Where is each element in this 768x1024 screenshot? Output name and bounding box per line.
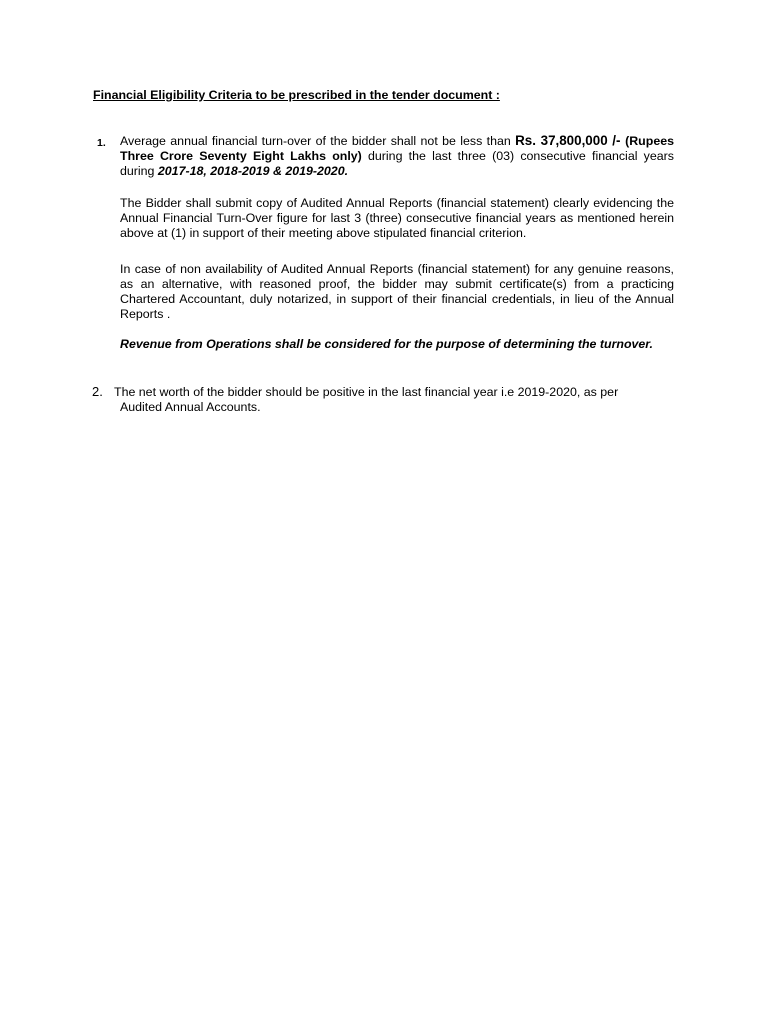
- turnover-amount: Rs. 37,800,000: [515, 133, 608, 148]
- turnover-amount-words: (Rupees Three Crore Seventy Eight Lakhs only): [120, 134, 674, 163]
- turnover-text-c: during the last three (03) consecutive financial years during: [120, 149, 674, 178]
- item-1-number: 1.: [97, 137, 106, 149]
- item-1-paragraph-revenue-note: Revenue from Operations shall be considered for the purpose of determining the turnover.: [120, 337, 653, 351]
- net-worth-line-1: The net worth of the bidder should be positive in the last financial year i.e 2019-2020, as per: [114, 385, 619, 399]
- item-2-paragraph-net-worth: [114, 385, 674, 415]
- item-1-paragraph-audited-reports: The Bidder shall submit copy of Audited Annual Reports (financial statement) clearly evidencing the Annual Financial Turn-Over figure for last 3 (three) consecutive financial years as mentioned herein above at (1) in support of their meeting above stipulated financial criterion.: [120, 196, 674, 240]
- net-worth-line-2: Audited Annual Accounts.: [120, 400, 261, 414]
- item-1-paragraph-ca-certificate: In case of non availability of Audited Annual Reports (financial statement) for any genuine reasons, as an alternative, with reasoned proof, the bidder may submit certificate(s) from a practicing Chartered Accountant, duly notarized, in support of their financial credentials, in lieu of the Annual Reports .: [120, 262, 674, 321]
- item-2-number: 2.: [92, 384, 103, 399]
- turnover-years: 2017-18, 2018-2019 & 2019-2020.: [157, 164, 349, 178]
- turnover-suffix: /-: [607, 133, 626, 148]
- document-title: Financial Eligibility Criteria to be prescribed in the tender document :: [93, 88, 500, 102]
- turnover-text-a: Average annual financial turn-over of the bidder shall not be less than: [120, 134, 516, 148]
- item-1-paragraph-turnover: [120, 133, 674, 179]
